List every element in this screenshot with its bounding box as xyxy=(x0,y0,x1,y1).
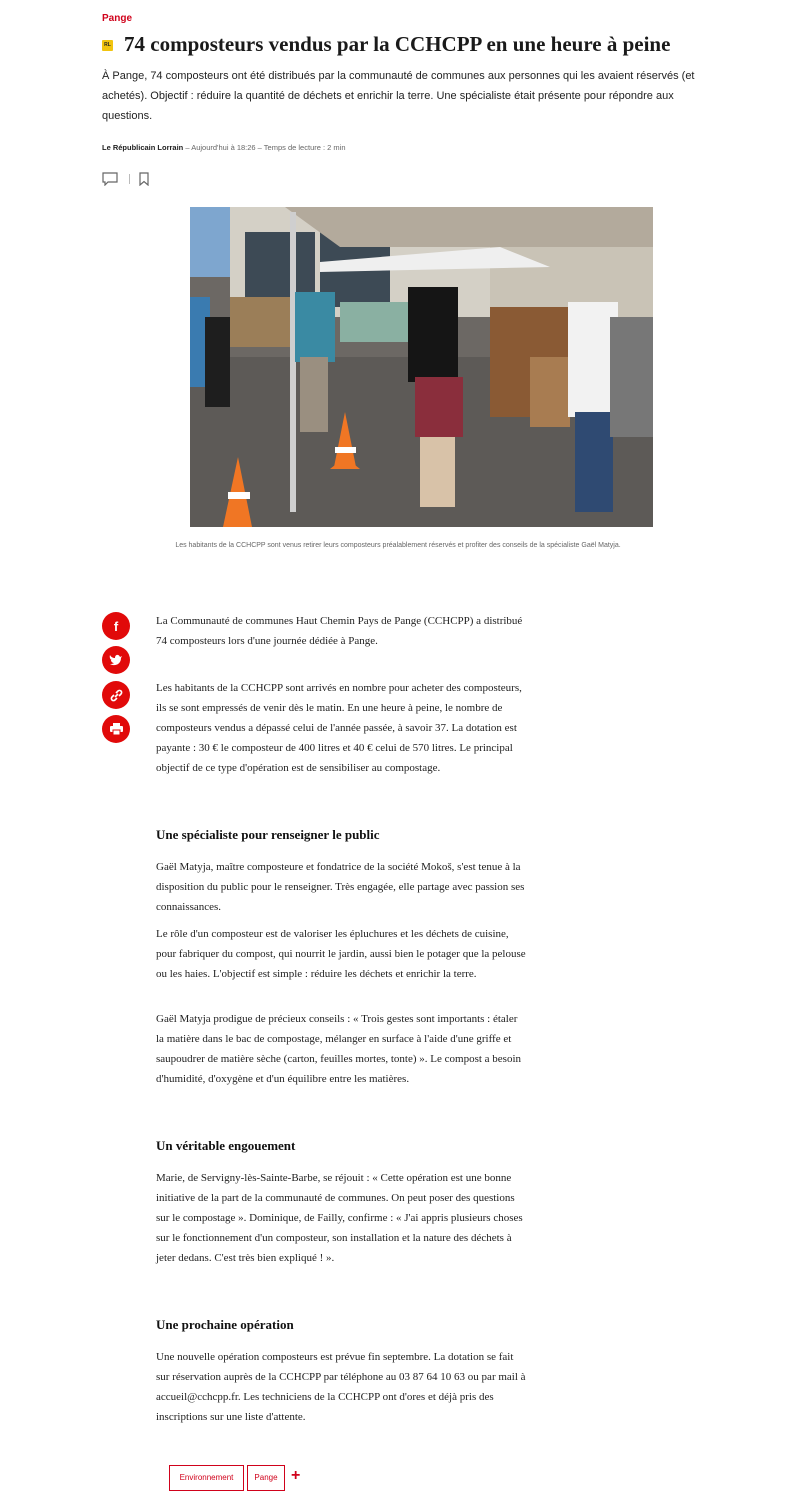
tag-pange[interactable]: Pange xyxy=(247,1465,285,1491)
subheading-next-operation: Une prochaine opération xyxy=(156,1317,294,1332)
twitter-icon xyxy=(109,654,123,666)
facebook-icon: f xyxy=(113,618,119,634)
paragraph-1: La Communauté de communes Haut Chemin Pays de Pange (CCHCPP) a distribué 74 composteurs lors d'une journée dédiée à Pange. xyxy=(156,615,523,647)
article-title: 74 composteurs vendus par la CCHCPP en une heure à peine xyxy=(124,32,671,56)
tools-divider xyxy=(129,174,130,184)
paragraph-4: Le rôle d'un composteur est de valoriser les épluchures et les déchets de cuisine, pour fabriquer du compost, qui nourrit le jardin, aussi bien le potager que la pelouse ou les haies. L'objectif est simple : réduire les déchets et enrichir la terre. xyxy=(156,928,526,980)
copy-link-button[interactable] xyxy=(102,681,130,709)
twitter-share-button[interactable] xyxy=(102,646,130,674)
comment-icon[interactable] xyxy=(102,172,118,186)
subheading-engouement: Un véritable engouement xyxy=(156,1138,296,1153)
print-button[interactable] xyxy=(102,715,130,743)
article-photo xyxy=(190,207,653,527)
subheading-specialist: Une spécialiste pour renseigner le public xyxy=(156,827,380,842)
paragraph-2: Les habitants de la CCHCPP sont arrivés en nombre pour acheter des composteurs, ils se sont empressés de venir dès le matin. En une heure à peine, le nombre de composteurs vendus a dépassé celui de l'année passée, à savoir 37. La dotation est payante : 30 € le composteur de 400 litres et 40 € celui de 570 litres. Le principal objectif de ce type d'opération est de sensibiliser au compostage. xyxy=(156,682,522,774)
print-icon xyxy=(110,723,123,735)
tag-environnement[interactable]: Environnement xyxy=(169,1465,244,1491)
article-lede: À Pange, 74 composteurs ont été distribués par la communauté de communes aux personnes qui les avaient réservés (et achetés). Objectif : réduire la quantité de déchets et enrichir la terre. Une spécialiste était présente pour répondre aux questions. xyxy=(102,70,695,122)
paragraph-5: Gaël Matyja prodigue de précieux conseils : « Trois gestes sont importants : étaler la matière dans le bac de compostage, mélanger en surface à l'aide d'une griffe et saupoudrer de matière sèche (carton, feuilles mortes, tonte) ». Le compost a besoin d'humidité, d'oxygène et d'un équilibre entre les matières. xyxy=(156,1013,522,1085)
section-kicker[interactable]: Pange xyxy=(102,13,133,24)
article-tools xyxy=(102,170,162,188)
paragraph-7: Une nouvelle opération composteurs est prévue fin septembre. La dotation se fait sur réservation auprès de la CCHCPP par téléphone au 03 87 64 10 63 ou par mail à accueil@cchcpp.fr. Les techniciens de la CCHCPP ont d'ores et déjà pris des inscriptions sur une liste d'attente. xyxy=(156,1351,526,1423)
paragraph-6: Marie, de Servigny-lès-Sainte-Barbe, se réjouit : « Cette opération est une bonne initiative de la part de la communauté de communes. On peut poser des questions sur le compostage ». Dominique, de Failly, confirme : « J'ai appris plusieurs choses sur le fonctionnement d'un composteur, son installation et la nature des déchets à jeter dedans. C'est très bien expliqué ! ». xyxy=(156,1172,523,1264)
link-icon xyxy=(110,689,123,702)
source-logo-icon: RL xyxy=(102,40,113,51)
publish-info: – Aujourd'hui à 18:26 – Temps de lecture : 2 min xyxy=(183,143,346,152)
article-meta xyxy=(102,143,346,152)
source-name[interactable]: Le Républicain Lorrain xyxy=(102,143,184,152)
photo-caption: Les habitants de la CCHCPP sont venus retirer leurs composteurs préalablement réservés et profiter des conseils de la spécialiste Gaël Matyja. xyxy=(175,542,621,549)
add-tag-button[interactable]: + xyxy=(291,1467,301,1484)
facebook-share-button[interactable] xyxy=(102,612,130,640)
paragraph-3: Gaël Matyja, maître composteure et fondatrice de la société Mokoš, s'est tenue à la disposition du public pour le renseigner. Très engagée, elle partage avec passion ses connaissances. xyxy=(156,861,525,913)
bookmark-icon[interactable] xyxy=(138,172,150,186)
